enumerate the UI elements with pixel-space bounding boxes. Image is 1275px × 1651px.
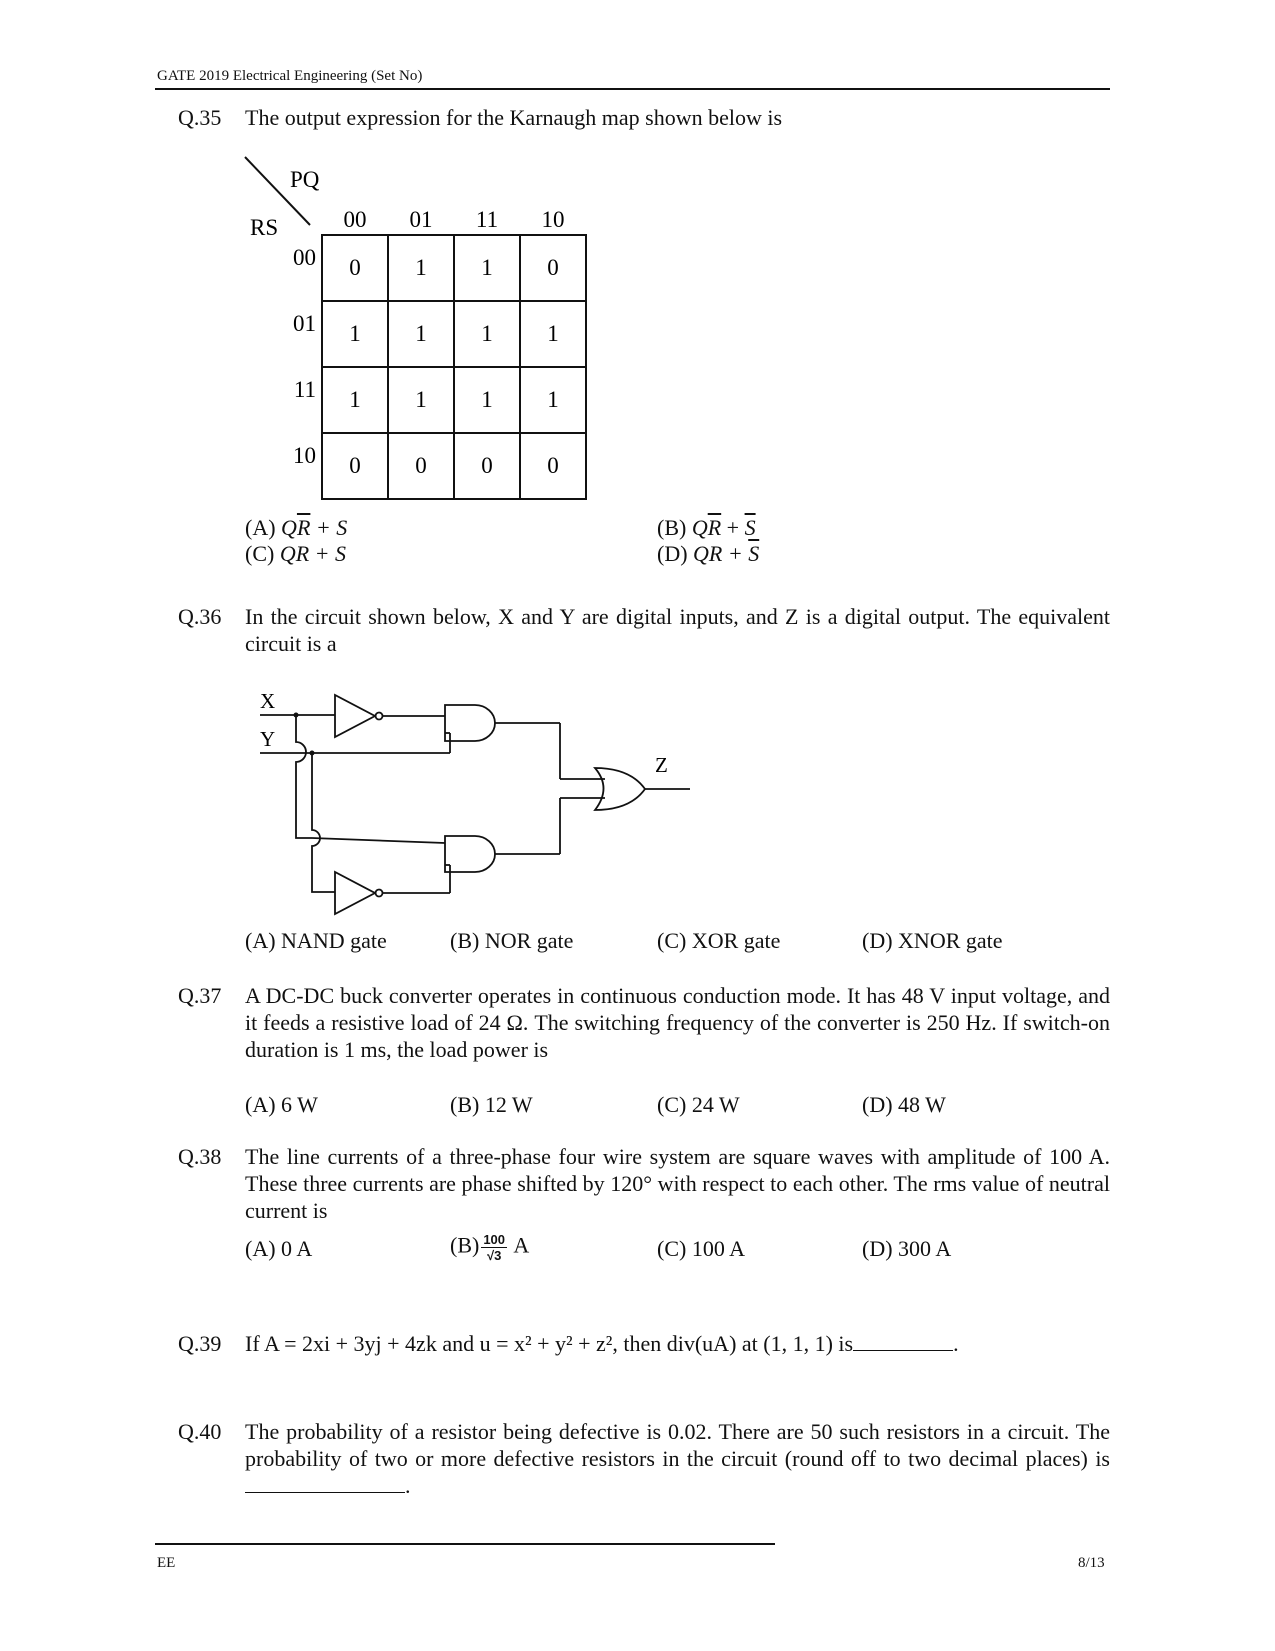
question-number: Q.35	[178, 105, 222, 130]
kmap-col-label: 10	[541, 207, 565, 232]
page-header: GATE 2019 Electrical Engineering (Set No)	[157, 68, 423, 84]
question-number: Q.37	[178, 983, 222, 1008]
question-text: A DC-DC buck converter operates in continuous conduction mode. It has 48 V input voltage, and it feeds a resistive load of 24 Ω. The switching frequency of the converter is 250 Hz. If switch-on duration is 1 ms, the load power is	[245, 983, 1110, 1062]
input-x-label: X	[260, 689, 276, 713]
kmap-cell-value: 1	[349, 321, 361, 346]
kmap-cell-value: 1	[415, 321, 427, 346]
q38-option-c[interactable]: (C) 100 A	[657, 1236, 745, 1261]
answer-blank[interactable]	[245, 1472, 405, 1493]
kmap-row-label: 10	[293, 443, 316, 468]
q35-option-d[interactable]: (D) QR + $\overline{S}$	[657, 541, 760, 566]
q38-option-b[interactable]: (B) $\frac{100}{√3}$ A	[450, 1232, 530, 1263]
kmap-cell-value: 0	[349, 453, 361, 478]
question-number: Q.40	[178, 1419, 222, 1444]
page-number: 8/13	[1078, 1555, 1105, 1571]
q36-option-a[interactable]: (A) NAND gate	[245, 928, 387, 953]
q37-option-a[interactable]: (A) 6 W	[245, 1092, 318, 1117]
q37-option-d[interactable]: (D) 48 W	[862, 1092, 946, 1117]
kmap-cell-value: 0	[349, 255, 361, 280]
footer-left: EE	[157, 1555, 176, 1571]
footer-rule	[155, 1543, 775, 1545]
q36-option-d[interactable]: (D) XNOR gate	[862, 928, 1003, 953]
karnaugh-map	[240, 155, 600, 505]
kmap-cell-value: 1	[481, 255, 493, 280]
kmap-col-label: 00	[343, 207, 367, 232]
q35-option-c[interactable]: (C) QR + S	[245, 541, 346, 566]
kmap-col-label: 01	[409, 207, 433, 232]
kmap-cell-value: 0	[547, 255, 559, 280]
kmap-cell-value: 1	[349, 387, 361, 412]
question-number: Q.39	[178, 1331, 222, 1356]
question-text: The output expression for the Karnaugh map shown below is	[245, 105, 783, 130]
kmap-cell-value: 0	[415, 453, 427, 478]
kmap-row-label: 01	[293, 311, 316, 336]
q36-option-c[interactable]: (C) XOR gate	[657, 928, 781, 953]
answer-blank[interactable]	[853, 1330, 953, 1351]
q35-option-a[interactable]: (A) $Q\overline{R} + S$	[245, 515, 348, 540]
question-text: The line currents of a three-phase four wire system are square waves with amplitude of 100 A. These three currents are phase shifted by 120° with respect to each other. The rms value of neutral current is	[245, 1144, 1110, 1223]
logic-circuit-diagram	[250, 680, 730, 930]
question-number: Q.36	[178, 604, 222, 629]
kmap-cell-value: 0	[547, 453, 559, 478]
kmap-cell-value: 1	[415, 255, 427, 280]
output-z-label: Z	[655, 753, 668, 777]
kmap-cell-value: 1	[481, 321, 493, 346]
question-text: If A = 2xi + 3yj + 4zk and u = x² + y² + z², then div(uA) at (1, 1, 1) is	[245, 1331, 854, 1356]
kmap-cell-value: 1	[481, 387, 493, 412]
question-text: In the circuit shown below, X and Y are digital inputs, and Z is a digital output. The equivalent circuit is a	[245, 604, 1110, 656]
q38-option-a[interactable]: (A) 0 A	[245, 1236, 313, 1261]
kmap-col-label: 11	[475, 207, 499, 232]
kmap-col-var: PQ	[290, 167, 320, 192]
kmap-cell-value: 1	[547, 387, 559, 412]
kmap-cell-value: 1	[547, 321, 559, 346]
fraction: $\frac{100}{√3}$	[483, 1232, 506, 1263]
kmap-cell-value: 1	[415, 387, 427, 412]
question-text: The probability of a resistor being defective is 0.02. There are 50 such resistors in a circuit. The probability of two or more defective resistors in the circuit (round off to two decimal places) is	[245, 1419, 1110, 1471]
q37-option-c[interactable]: (C) 24 W	[657, 1092, 740, 1117]
kmap-row-label: 00	[293, 245, 316, 270]
question-number: Q.38	[178, 1144, 222, 1169]
q35-option-b[interactable]: (B) $Q\overline{R} + \overline{S}$	[657, 515, 756, 540]
q37-option-b[interactable]: (B) 12 W	[450, 1092, 533, 1117]
q38-option-d[interactable]: (D) 300 A	[862, 1236, 952, 1261]
kmap-row-label: 11	[293, 377, 316, 402]
kmap-row-var: RS	[250, 215, 279, 240]
q36-option-b[interactable]: (B) NOR gate	[450, 928, 574, 953]
input-y-label: Y	[260, 727, 276, 751]
kmap-cell-value: 0	[481, 453, 493, 478]
header-rule	[155, 88, 1110, 90]
